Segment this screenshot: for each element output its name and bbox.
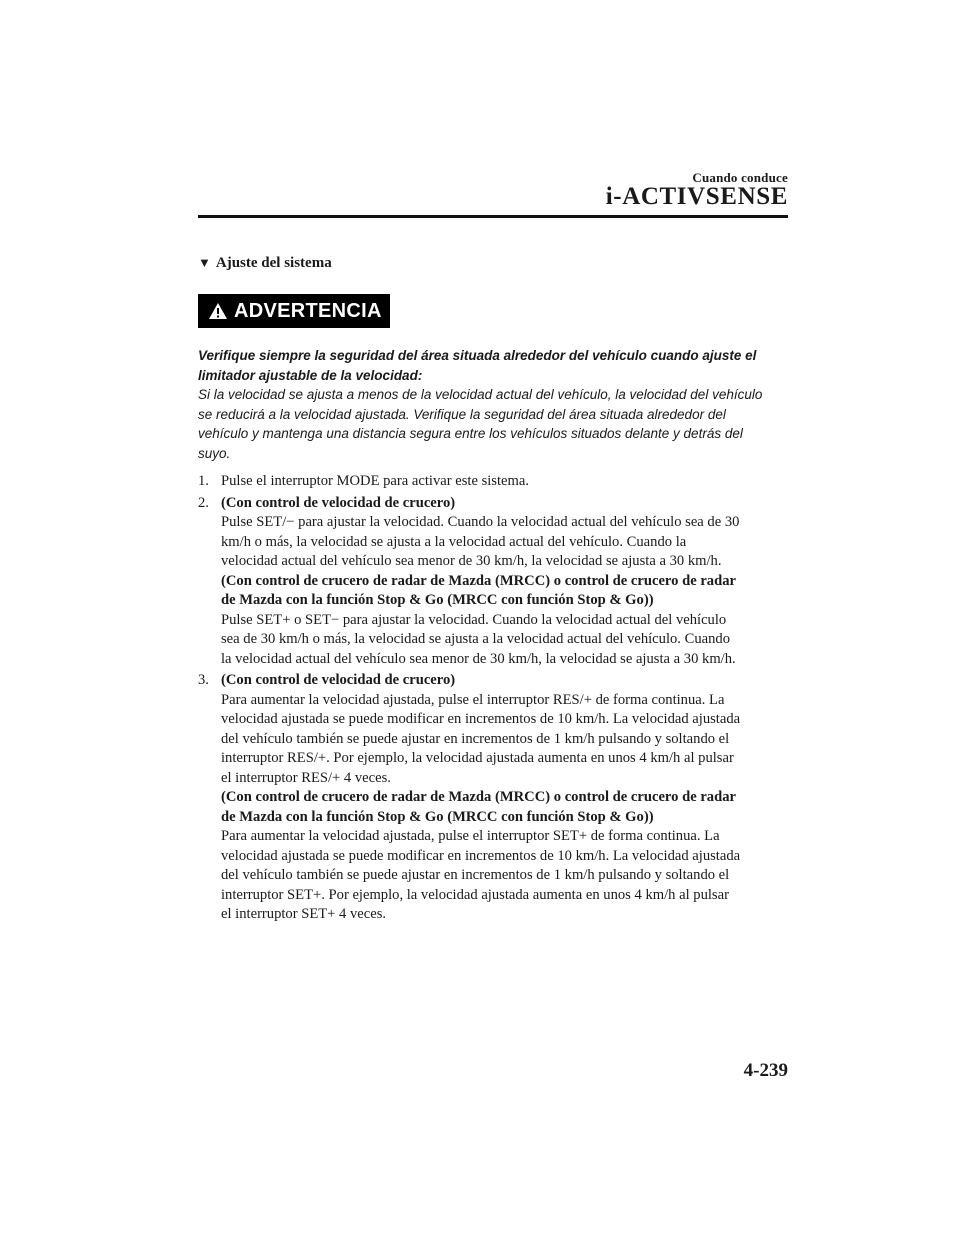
triangle-marker-icon: ▼ [198,255,211,270]
warning-body-line: vehículo y mantenga una distancia segura entre los vehículos situados delante y detrás del [198,426,743,441]
step-list [198,472,798,927]
step-subheading: (Con control de crucero de radar de Mazda (MRCC) o control de crucero de radar [221,572,736,589]
step-text-line: sea de 30 km/h o más, la velocidad se ajusta a la velocidad actual del vehículo. Cuando [221,631,730,647]
step-text-line: velocidad ajustada se puede modificar en incrementos de 10 km/h. La velocidad ajustada [221,711,741,727]
step-subheading: de Mazda con la función Stop & Go (MRCC con función Stop & Go)) [221,808,654,825]
step-text-line: interruptor SET+. Por ejemplo, la velocidad ajustada aumenta en unos 4 km/h al pulsar [221,886,729,903]
header-divider [198,215,788,218]
warning-text [198,346,798,463]
step-item [198,472,798,492]
step-number: 3. [198,672,209,688]
step-text-line: Para aumentar la velocidad ajustada, pulse el interruptor RES/+ de forma continua. La [221,691,725,708]
warning-body-line: se reducirá a la velocidad ajustada. Verifique la seguridad del área situada alrededor del [198,406,726,422]
step-item [198,494,798,670]
step-subheading: (Con control de velocidad de crucero) [221,672,456,688]
step-text-line: km/h o más, la velocidad se ajusta a la velocidad actual del vehículo. Cuando la [221,533,687,550]
step-text-line: velocidad actual del vehículo sea menor de 30 km/h, la velocidad se ajusta a 30 km/h. [221,553,722,569]
step-number: 2. [198,494,209,511]
step-subheading: (Con control de crucero de radar de Mazda (MRCC) o control de crucero de radar [221,789,736,805]
step-number: 1. [198,473,209,489]
section-header: Cuando conduce [692,170,788,185]
warning-triangle-icon [208,302,228,320]
warning-bold-line: Verifique siempre la seguridad del área situada alrededor del vehículo cuando ajuste el [198,348,757,363]
warning-label: ADVERTENCIA [234,299,382,322]
warning-bold-line: limitador ajustable de la velocidad: [198,367,423,383]
step-text-line: interruptor RES/+. Por ejemplo, la velocidad ajustada aumenta en unos 4 km/h al pulsar [221,750,734,766]
step-text-line: la velocidad actual del vehículo sea menor de 30 km/h, la velocidad se ajusta a 30 km/h. [221,650,736,667]
step-text-line: del vehículo también se puede ajustar en incrementos de 1 km/h pulsando y soltando el [221,867,730,883]
warning-banner [198,294,390,328]
step-text-line: Pulse SET/− para ajustar la velocidad. Cuando la velocidad actual del vehículo sea de 30 [221,514,740,530]
step-item [198,671,798,925]
step-text-line: el interruptor RES/+ 4 veces. [221,769,391,786]
step-text-line: del vehículo también se puede ajustar en incrementos de 1 km/h pulsando y soltando el [221,730,730,747]
warning-body-line: suyo. [198,445,231,461]
step-subheading: (Con control de velocidad de crucero) [221,494,456,511]
section-title-text: Ajuste del sistema [215,255,332,271]
step-subheading: de Mazda con la función Stop & Go (MRCC con función Stop & Go)) [221,592,654,608]
section-title [198,255,332,272]
chapter-header: i-ACTIVSENSE [605,183,788,210]
step-text-line: Pulse SET+ o SET− para ajustar la velocidad. Cuando la velocidad actual del vehículo [221,611,727,628]
step-text-line: velocidad ajustada se puede modificar en incrementos de 10 km/h. La velocidad ajustada [221,847,741,864]
warning-body-line: Si la velocidad se ajusta a menos de la velocidad actual del vehículo, la velocidad del vehículo [198,387,763,402]
step-text-line: Para aumentar la velocidad ajustada, pulse el interruptor SET+ de forma continua. La [221,828,720,844]
step-text-line: el interruptor SET+ 4 veces. [221,906,387,922]
page-number: 4-239 [743,1060,788,1081]
step-text-line: Pulse el interruptor MODE para activar este sistema. [221,473,529,489]
